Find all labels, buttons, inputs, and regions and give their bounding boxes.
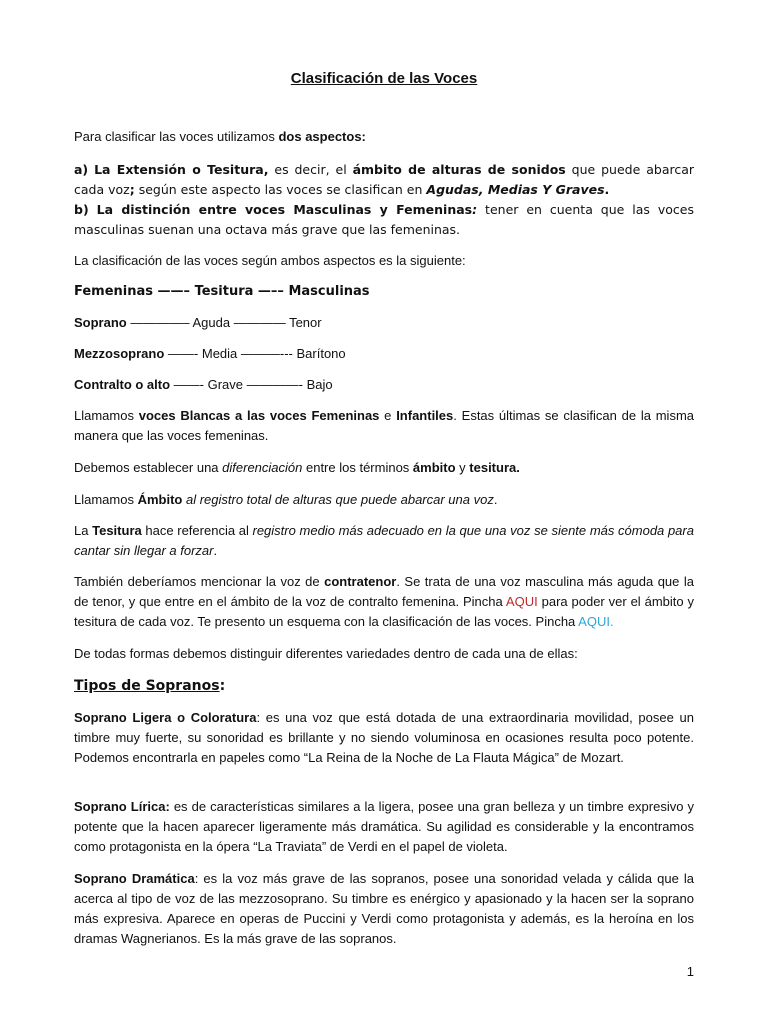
header-tesitura: Tesitura — [194, 284, 254, 299]
ambito-c: al registro total de alturas que puede abarcar una voz — [182, 492, 494, 507]
ct-b: contratenor — [324, 574, 397, 589]
dif-d: ámbito — [412, 460, 456, 475]
dif-c: entre los términos — [302, 460, 413, 475]
header-dash-1: ——– — [153, 284, 195, 299]
row-masc: Bajo — [306, 377, 333, 392]
tes-a: La — [74, 523, 93, 538]
aspect-b-rest: tener en cuenta que las voces masculinas suenan una octava más grave que las femeninas. — [74, 202, 694, 237]
dif-a: Debemos establecer una — [74, 460, 223, 475]
soprano-dramatica-paragraph — [74, 869, 694, 949]
aspect-a-paragraph — [74, 160, 694, 200]
aqui-link-1[interactable]: AQUI — [505, 594, 538, 609]
intro-paragraph — [74, 127, 694, 147]
voice-row — [74, 344, 694, 364]
aspect-a-bold: ámbito de alturas de sonidos — [352, 162, 566, 177]
soprano-name: Soprano Dramática — [74, 871, 195, 886]
blancas-c: e — [379, 408, 397, 423]
aspect-b-colon: : — [472, 202, 478, 217]
aspect-a-label: a) — [74, 162, 89, 177]
tes-b: Tesitura — [92, 523, 142, 538]
row-dash: ————– — [126, 315, 193, 330]
aspect-a-term: La Extensión o Tesitura, — [94, 162, 269, 177]
ct-c: . Se trata de una voz masculina más aguda que la de tenor, y que entre en el ámbito de la voz de contralto femenina. Pincha — [74, 574, 694, 609]
soprano-text: : es una voz que está dotada de una extraordinaria movilidad, posee un timbre muy fuerte, su sonoridad es brillante y no siendo voluminosa en ocasiones resulta poco potente. Podemos encontrarla en papeles como “La Reina de la Noche de La Flauta Mágica” de Mozart. — [74, 710, 694, 765]
intro-text: Para clasificar las voces utilizamos — [74, 129, 279, 144]
blancas-d: Infantiles — [396, 408, 454, 423]
tesitura-paragraph — [74, 521, 694, 561]
tes-c: hace referencia al — [141, 523, 253, 538]
soprano-text: : es la voz más grave de las sopranos, posee una sonoridad velada y cálida que la acerca al tipo de voz de las mezzosoprano. Su timbre es enérgico y apasionado y la hacen ser la soprano más expresiva. Aparece en operas de Puccini y Verdi como protagonista y además, es la heroína en los dramas Wagnerianos. Es la más grave de las sopranos. — [74, 871, 695, 946]
aspect-a-line2: según este aspecto las voces se clasifican en — [138, 182, 427, 197]
row-tesitura: Grave — [207, 377, 244, 392]
row-masc: Tenor — [289, 315, 322, 330]
aspect-b-paragraph — [74, 200, 694, 240]
voice-row — [74, 313, 694, 333]
row-dash: ——- — [164, 346, 202, 361]
dif-e: y — [455, 460, 470, 475]
ct-d: para poder ver el ámbito y tesitura de cada voz. Te presento un esquema con la clasificación de las voces. Pincha — [74, 594, 694, 629]
section-heading-label: Tipos de Sopranos — [74, 678, 220, 694]
soprano-name: Soprano Ligera o Coloratura — [74, 710, 257, 725]
aspect-a-semicolon: ; — [129, 182, 135, 197]
row-fem: Contralto o alto — [74, 377, 171, 392]
aqui-link-2[interactable]: AQUI. — [578, 614, 614, 629]
aspect-a-mid: es decir, el — [268, 162, 353, 177]
aspect-b-term: La distinción entre voces Masculinas y Femeninas — [96, 202, 473, 217]
row-tesitura: Aguda — [192, 315, 231, 330]
diferenciacion-paragraph — [74, 458, 694, 478]
row-dash: ————- — [243, 377, 307, 392]
dif-b: diferenciación — [222, 460, 303, 475]
aspect-a-categories: Agudas, Medias Y Graves — [426, 182, 605, 197]
row-dash: ———— — [230, 315, 290, 330]
tes-d: registro medio más adecuado en la que una voz se siente más cómoda para cantar sin llegar a forzar — [74, 523, 694, 558]
row-masc: Barítono — [296, 346, 346, 361]
ambito-paragraph — [74, 490, 694, 510]
aspect-a-rest: que puede abarcar cada voz — [74, 162, 695, 197]
header-dash-2: —–– — [253, 284, 289, 299]
variedades-paragraph: De todas formas debemos distinguir diferentes variedades dentro de cada una de ellas: — [74, 646, 578, 661]
page-number: 1 — [686, 964, 694, 979]
intro-bold: dos aspectos: — [278, 129, 366, 144]
ambito-a: Llamamos — [74, 492, 138, 507]
soprano-name: Soprano Lírica: — [74, 799, 170, 814]
classification-intro: La clasificación de las voces según ambos aspectos es la siguiente: — [74, 253, 466, 268]
soprano-lirica-paragraph — [74, 797, 694, 857]
row-fem: Mezzosoprano — [74, 346, 165, 361]
ambito-b: Ámbito — [137, 492, 183, 507]
row-tesitura: Media — [201, 346, 238, 361]
row-dash: ———--- — [237, 346, 297, 361]
row-dash: ——- — [170, 377, 208, 392]
blancas-a: Llamamos — [74, 408, 139, 423]
table-header — [74, 282, 694, 302]
soprano-text: es de características similares a la ligera, posee una gran belleza y un timbre expresivo y potente que la hacen aparecer ligeramente más dramática. Su agilidad es considerable y la encontramos como protagonista en la ópera “La Traviata” de Verdi en el papel de violeta. — [74, 799, 694, 854]
blancas-paragraph — [74, 406, 694, 446]
header-masculinas: Masculinas — [288, 284, 370, 299]
page-title: Clasificación de las Voces — [290, 70, 478, 87]
row-fem: Soprano — [74, 315, 127, 330]
ambito-d: . — [493, 492, 498, 507]
aspect-b-label: b) — [74, 202, 89, 217]
aspect-a-end: . — [604, 182, 610, 197]
blancas-e: . Estas últimas se clasifican de la misma manera que las voces femeninas. — [74, 408, 695, 443]
tes-e: . — [213, 543, 218, 558]
contratenor-paragraph — [74, 572, 694, 632]
voice-row — [74, 375, 694, 395]
soprano-ligera-paragraph — [74, 708, 694, 768]
section-heading-colon: : — [219, 678, 226, 694]
dif-f: tesitura. — [469, 460, 520, 475]
header-femeninas: Femeninas — [74, 284, 154, 299]
ct-a: También deberíamos mencionar la voz de — [74, 574, 325, 589]
blancas-b: voces Blancas a las voces Femeninas — [138, 408, 380, 423]
section-heading — [74, 676, 694, 696]
